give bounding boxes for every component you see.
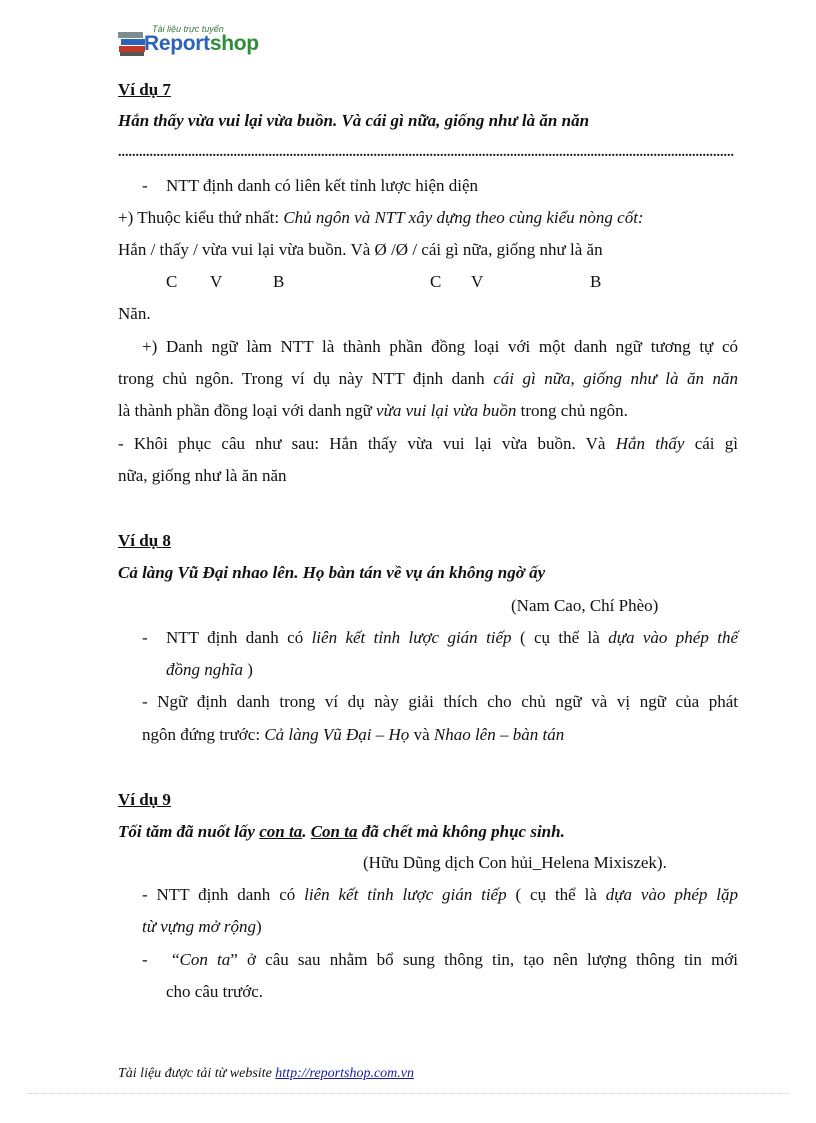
dotted-separator: ................................................................................................................................................................................ — [118, 146, 734, 160]
example-9-bullet2-line1: “Con ta” ở câu sau nhằm bổ sung thông tin, tạo nên lượng thông tin mới — [172, 950, 739, 969]
example-7-para2-line2: nữa, giống như là ăn năn — [118, 466, 287, 485]
example-8-bullet2-line2: ngôn đứng trước: Cả làng Vũ Đại – Họ và Nhao lên – bàn tán — [142, 725, 565, 744]
example-7-analysis: Hắn / thấy / vừa vui lại vừa buồn. Và Ø /Ø / cái gì nữa, giống như là ăn — [118, 240, 603, 259]
footer-link[interactable]: http://reportshop.com.vn — [275, 1066, 414, 1081]
example-7-para1-line1: +) Danh ngữ làm NTT là thành phần đồng loại với một danh ngữ tương tự có — [142, 337, 738, 356]
example-9-sentence: Tối tăm đã nuốt lấy con ta. Con ta đã chết mà không phục sinh. — [118, 822, 565, 841]
example-8-source: (Nam Cao, Chí Phèo) — [511, 596, 659, 615]
example-9-bullet2-line2: cho câu trước. — [166, 982, 264, 1001]
footer: Tài liệu được tải từ website http://reportshop.com.vn — [118, 1066, 414, 1081]
example-7-nan: Năn. — [118, 304, 151, 323]
example-9-heading: Ví dụ 9 — [118, 790, 171, 809]
example-7-para1-line2: trong chủ ngôn. Trong ví dụ này NTT định danh cái gì nữa, giống như là ăn năn — [118, 369, 738, 388]
example-7-type-line: +) Thuộc kiểu thứ nhất: Chủ ngôn và NTT xây dựng theo cùng kiểu nòng cốt: — [118, 208, 644, 227]
label-b-1: B — [273, 272, 285, 291]
bullet-dash: - — [142, 950, 148, 969]
label-c-2: C — [430, 272, 442, 291]
example-7-sentence: Hắn thấy vừa vui lại vừa buồn. Và cái gì nữa, giống như là ăn năn — [118, 111, 590, 130]
reportshop-logo — [118, 24, 278, 60]
example-8-bullet1-line1: NTT định danh có liên kết tỉnh lược gián tiếp ( cụ thể là dựa vào phép thế — [166, 628, 738, 647]
example-8-sentence: Cả làng Vũ Đại nhao lên. Họ bàn tán về vụ án không ngờ ấy — [118, 563, 546, 582]
label-v-1: V — [210, 272, 223, 291]
example-9-bullet1-line1: - NTT định danh có liên kết tỉnh lược gián tiếp ( cụ thể là dựa vào phép lặp — [142, 885, 738, 904]
label-v-2: V — [471, 272, 484, 291]
example-9-bullet1-line2: từ vựng mở rộng) — [142, 917, 262, 936]
example-8-heading: Ví dụ 8 — [118, 531, 171, 550]
example-7-para2-line1: - Khôi phục câu như sau: Hắn thấy vừa vui lại vừa buồn. Và Hắn thấy cái gì — [118, 434, 738, 453]
example-8-bullet2-line1: - Ngữ định danh trong ví dụ này giải thích cho chủ ngữ và vị ngữ của phát — [142, 692, 738, 711]
example-7-bullet: NTT định danh có liên kết tỉnh lược hiện diện — [166, 176, 479, 195]
bullet-dash: - — [142, 628, 148, 647]
label-b-2: B — [590, 272, 602, 291]
logo-tagline: Tài liệu trực tuyến — [152, 24, 224, 34]
example-7-heading: Ví dụ 7 — [118, 80, 171, 99]
logo-wordmark: Reportshop — [144, 32, 259, 55]
example-9-source: (Hữu Dũng dịch Con hủi_Helena Mixiszek). — [363, 853, 667, 872]
page-bottom-divider — [28, 1093, 788, 1094]
bullet-dash: - — [142, 176, 148, 195]
label-c-1: C — [166, 272, 178, 291]
example-7-para1-line3: là thành phần đồng loại với danh ngữ vừa vui lại vừa buồn trong chủ ngôn. — [118, 401, 628, 420]
example-8-bullet1-line2: đồng nghĩa ) — [166, 660, 253, 679]
